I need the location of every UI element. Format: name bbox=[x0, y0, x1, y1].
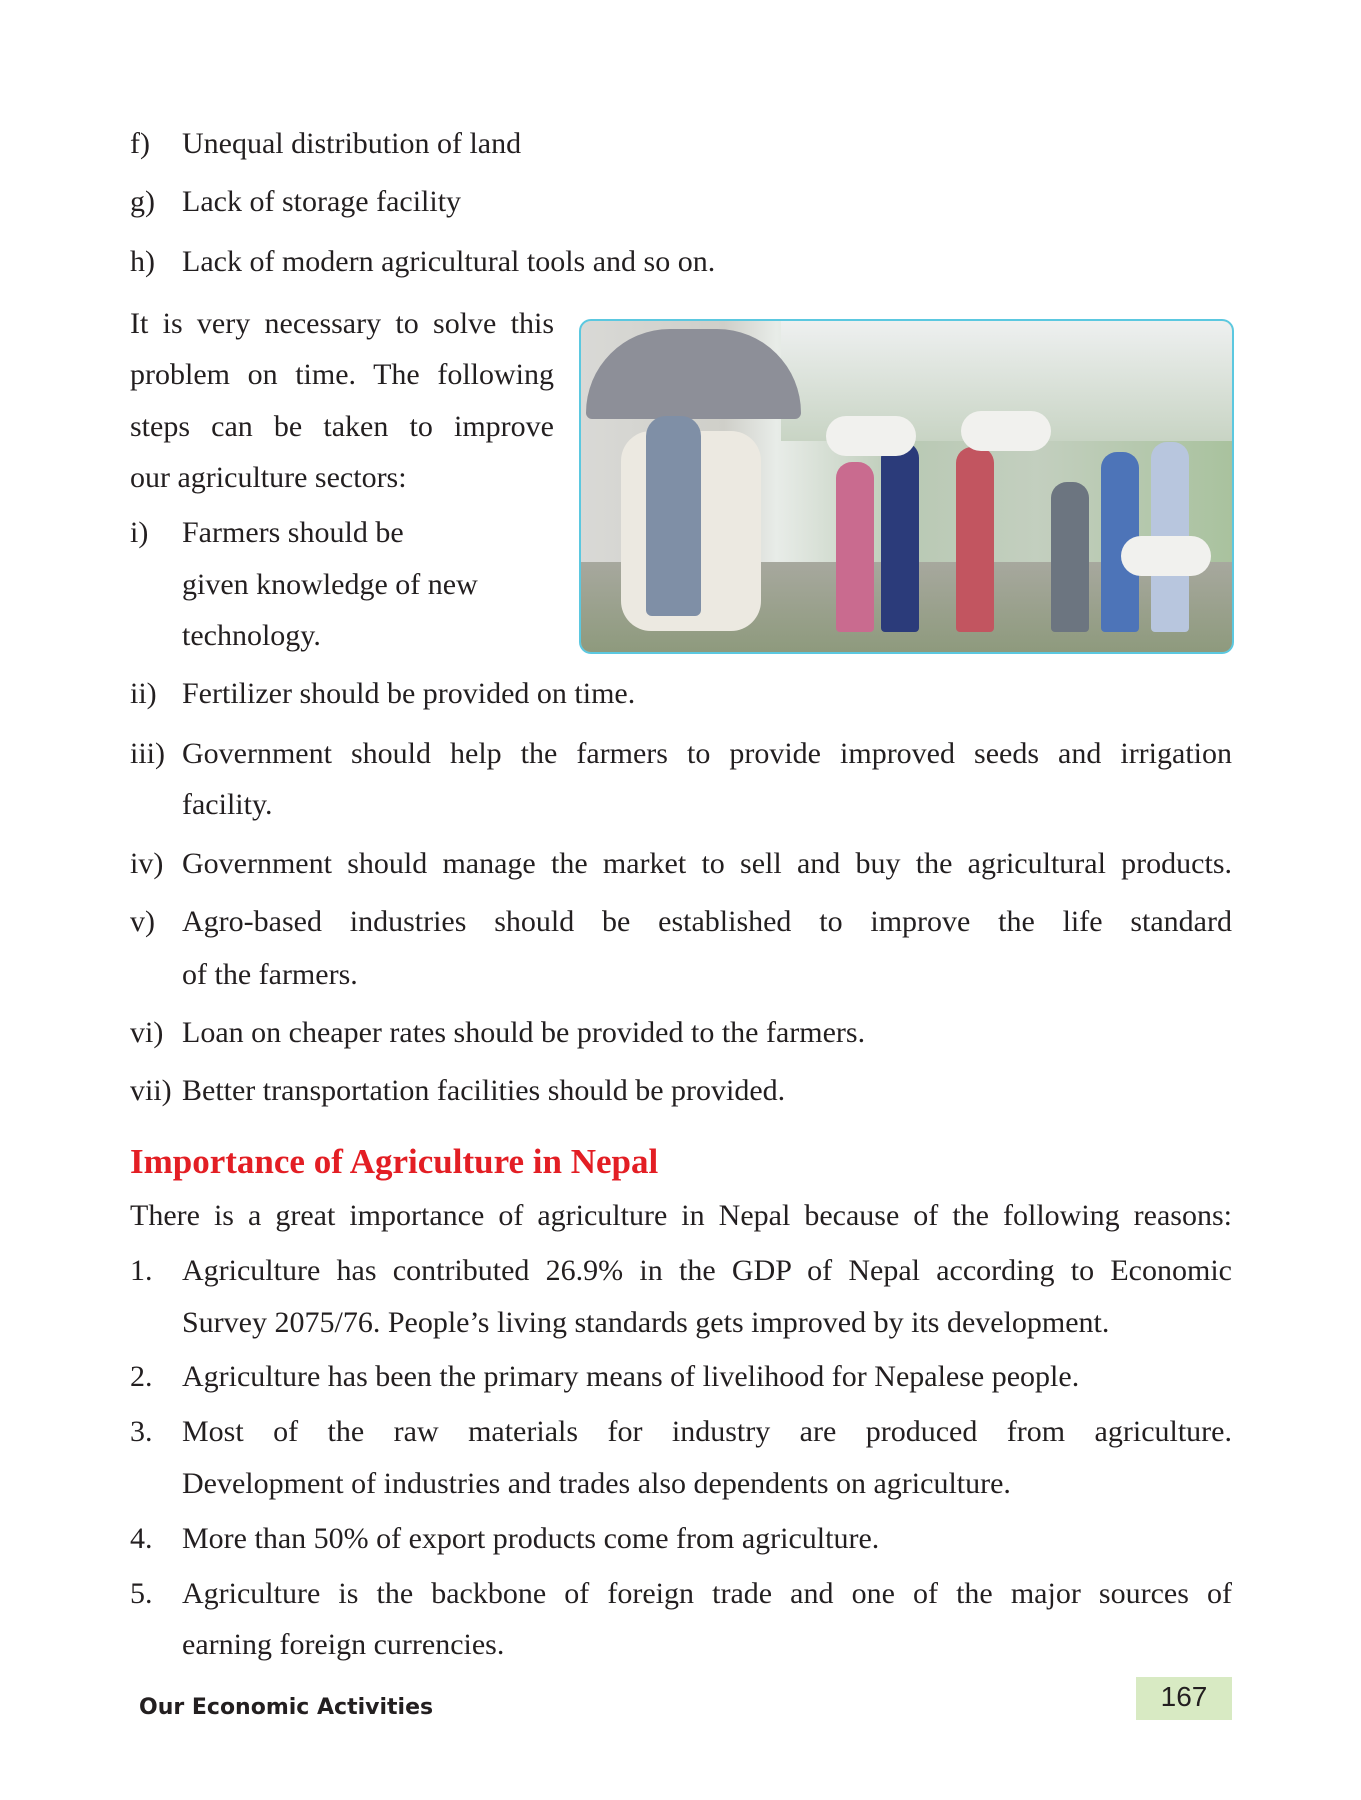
list-item: Lack of modern agricultural tools and so on. bbox=[182, 245, 716, 278]
list-item: Better transportation facilities should be provided. bbox=[182, 1074, 786, 1107]
list-item: More than 50% of export products come from agriculture. bbox=[182, 1522, 880, 1555]
list-label: h) bbox=[130, 245, 155, 278]
list-label: 1. bbox=[130, 1254, 153, 1287]
list-label: vi) bbox=[130, 1016, 164, 1049]
list-label: vii) bbox=[130, 1074, 172, 1107]
list-item: technology. bbox=[182, 619, 321, 652]
list-item: Development of industries and trades also dependents on agriculture. bbox=[182, 1467, 1011, 1500]
list-item: Government should help the farmers to provide improved seeds and irrigation bbox=[182, 737, 1232, 770]
list-label: iv) bbox=[130, 847, 164, 880]
paragraph-line: steps can be taken to improve bbox=[130, 410, 554, 443]
section-intro: There is a great importance of agriculture in Nepal because of the following reasons: bbox=[130, 1199, 1232, 1232]
list-item: facility. bbox=[182, 788, 273, 821]
list-item: Agriculture has contributed 26.9% in the GDP of Nepal according to Economic bbox=[182, 1254, 1232, 1287]
list-item: given knowledge of new bbox=[182, 568, 478, 601]
paragraph-line: It is very necessary to solve this bbox=[130, 307, 554, 340]
list-item: Most of the raw materials for industry are produced from agriculture. bbox=[182, 1415, 1232, 1448]
list-item: Agro-based industries should be established to improve the life standard bbox=[182, 905, 1232, 938]
list-item: Unequal distribution of land bbox=[182, 127, 522, 160]
section-heading: Importance of Agriculture in Nepal bbox=[130, 1142, 659, 1181]
list-label: i) bbox=[130, 516, 149, 549]
list-label: 4. bbox=[130, 1522, 153, 1555]
list-label: ii) bbox=[130, 677, 157, 710]
list-item: Fertilizer should be provided on time. bbox=[182, 677, 636, 710]
list-label: 5. bbox=[130, 1577, 153, 1610]
list-label: v) bbox=[130, 905, 155, 938]
list-label: 2. bbox=[130, 1360, 153, 1393]
list-item: Survey 2075/76. People’s living standards gets improved by its development. bbox=[182, 1306, 1110, 1339]
list-item: Agriculture is the backbone of foreign trade and one of the major sources of bbox=[182, 1577, 1232, 1610]
list-item: of the farmers. bbox=[182, 958, 358, 991]
list-item: Loan on cheaper rates should be provided to the farmers. bbox=[182, 1016, 866, 1049]
list-label: g) bbox=[130, 185, 155, 218]
list-item: earning foreign currencies. bbox=[182, 1628, 505, 1661]
list-item: Lack of storage facility bbox=[182, 185, 462, 218]
list-label: 3. bbox=[130, 1415, 153, 1448]
list-label: f) bbox=[130, 127, 150, 160]
page-number: 167 bbox=[1136, 1677, 1232, 1720]
footer-book-title: Our Economic Activities bbox=[139, 1695, 434, 1720]
list-item: Agriculture has been the primary means of livelihood for Nepalese people. bbox=[182, 1360, 1080, 1393]
list-item: Government should manage the market to sell and buy the agricultural products. bbox=[182, 847, 1232, 880]
paragraph-line: our agriculture sectors: bbox=[130, 461, 407, 494]
list-label: iii) bbox=[130, 737, 165, 770]
paragraph-line: problem on time. The following bbox=[130, 358, 554, 391]
list-item: Farmers should be bbox=[182, 516, 404, 549]
